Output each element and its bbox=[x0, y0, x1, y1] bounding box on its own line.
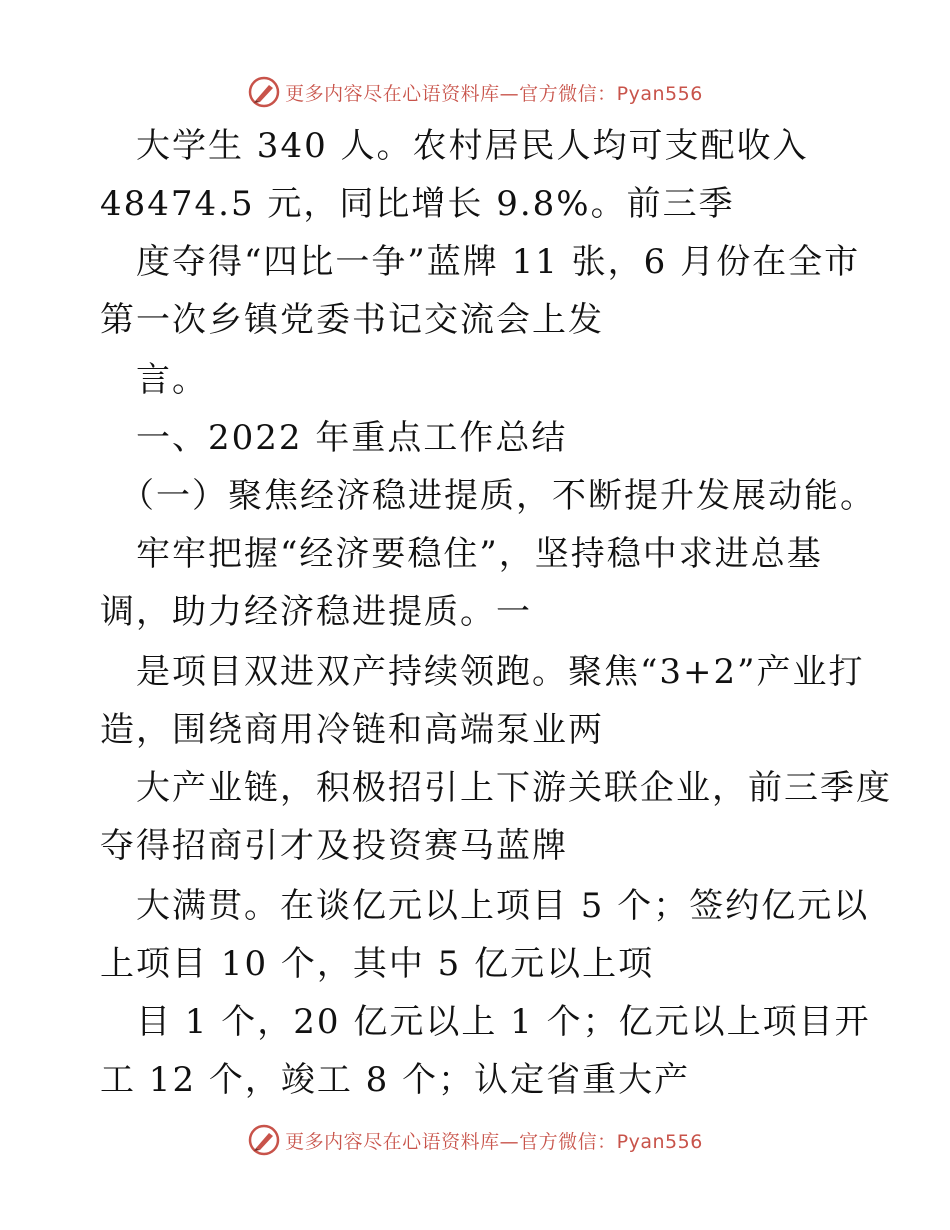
text-line: 大产业链，积极招引上下游关联企业，前三季度 bbox=[136, 768, 892, 808]
text-line: 言。 bbox=[136, 360, 208, 400]
text-line: 夺得招商引才及投资赛马蓝牌 bbox=[100, 826, 568, 866]
footer-watermark bbox=[0, 1120, 950, 1160]
text-line: 大满贯。在谈亿元以上项目 5 个；签约亿元以 bbox=[136, 886, 870, 926]
subsection-heading: （一）聚焦经济稳进提质，不断提升发展动能。 bbox=[120, 476, 876, 516]
text-line: 是项目双进双产持续领跑。聚焦“3+2”产业打 bbox=[136, 652, 865, 692]
text-line: 调，助力经济稳进提质。一 bbox=[100, 592, 532, 632]
watermark-text: 更多内容尽在心语资料库—官方微信：Pyan556 bbox=[285, 1130, 703, 1153]
text-line: 度夺得“四比一争”蓝牌 11 张，6 月份在全市 bbox=[136, 242, 861, 282]
text-line: 目 1 个，20 亿元以上 1 个；亿元以上项目开 bbox=[136, 1002, 871, 1042]
section-heading: 一、2022 年重点工作总结 bbox=[136, 418, 568, 458]
text-line: 上项目 10 个，其中 5 亿元以上项 bbox=[100, 944, 655, 984]
pen-logo-icon bbox=[247, 1123, 281, 1157]
text-line: 第一次乡镇党委书记交流会上发 bbox=[100, 300, 604, 340]
text-line: 48474.5 元，同比增长 9.8%。前三季 bbox=[100, 184, 735, 224]
text-line: 造，围绕商用冷链和高端泵业两 bbox=[100, 710, 604, 750]
text-line: 牢牢把握“经济要稳住”，坚持稳中求进总基 bbox=[136, 534, 823, 574]
text-line: 大学生 340 人。农村居民人均可支配收入 bbox=[136, 126, 809, 166]
text-line: 工 12 个，竣工 8 个；认定省重大产 bbox=[100, 1060, 691, 1100]
watermark-text: 更多内容尽在心语资料库—官方微信：Pyan556 bbox=[285, 82, 703, 105]
